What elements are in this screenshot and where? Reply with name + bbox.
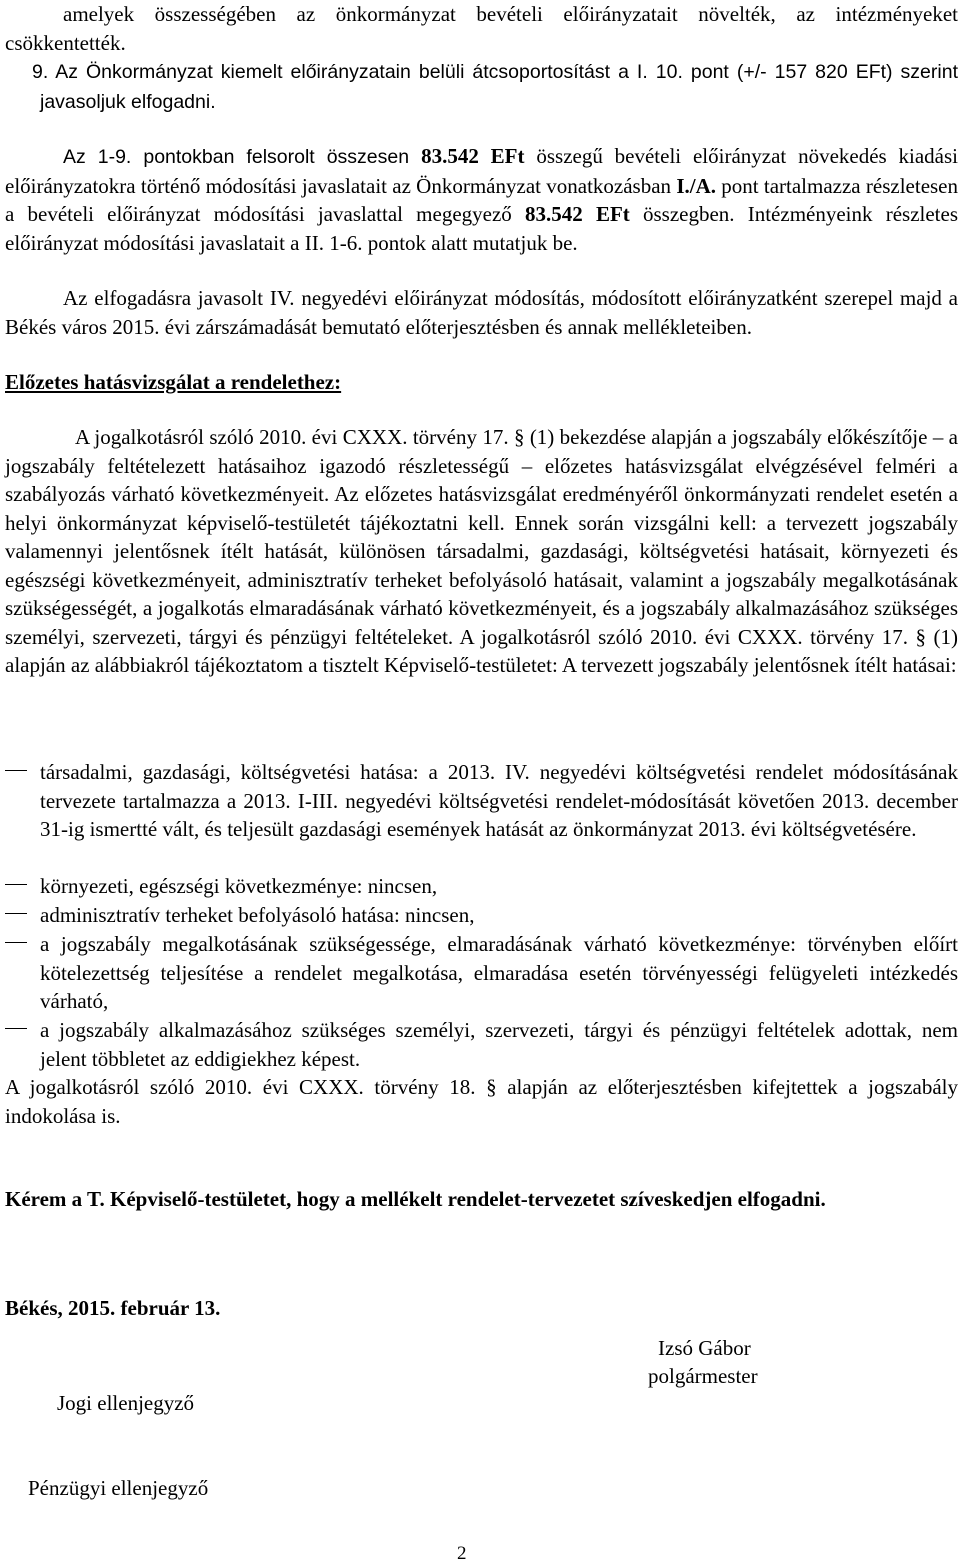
paragraph-summary: Az 1-9. pontokban felsorolt összesen 83.542 EFt összegű bevételi előirányzat növekedés kiadási előirányzatokra történő módosítási javaslatait az Önkormányzat vonatkozásban I./A. pont tartalmazza részletesen a bevételi előirányzat módosítási javaslattal megegyező 83.542 EFt összegben. Intézményeink részletes előirányzat módosítási javaslatait a II. 1-6. pontok alatt mutatjuk be.	[5, 144, 959, 255]
paragraph-item-9: 9. Az Önkormányzat kiemelt előirányzatain belüli átcsoportosítást a I. 10. pont (+/- 157 820 EFt) szerint javasoljuk elfogadni.	[32, 61, 958, 113]
list-item: társadalmi, gazdasági, költségvetési hatása: a 2013. IV. negyedévi költségvetési rendelet módosításának tervezete tartalmazza a 2013. I-III. negyedévi költségvetési rendelet-módosítását követően 2013. december 31-ig ismertté vált, és teljesült gazdasági események hatását az önkormányzat 2013. évi költségvetésére.	[40, 760, 958, 841]
heading-impact-assessment: Előzetes hatásvizsgálat a rendelethez:	[5, 370, 342, 394]
bullet-dash	[5, 913, 27, 914]
list-item: környezeti, egészségi következménye: nincsen,	[40, 874, 438, 898]
paragraph-law: A jogalkotásról szóló 2010. évi CXXX. törvény 17. § (1) bekezdése alapján a jogszabály előkészítője – a jogszabály feltételezett hatásaihoz igazodó részletességű – előzetes hatásvizsgálat elvégzésével felméri a szabályozás várható következményeit. Az előzetes hatásvizsgálat eredményéről önkormányzati rendelet esetén a helyi önkormányzat képviselő-testületét tájékoztatni kell. Ennek során vizsgálni kell: a tervezett jogszabály valamennyi jelentősnek ítélt hatását, különösen társadalmi, gazdasági, költségvetési hatásait, környezeti és egészségi következményeit, adminisztratív terheket befolyásoló hatásait, valamint a jogszabály megalkotásának szükségességét, a jogalkotás elmaradásának várható következményeit, és a jogszabály alkalmazásához szükséges személyi, szervezeti, tárgyi és pénzügyi feltételeket. A jogalkotásról szóló 2010. évi CXXX. törvény 17. § (1) alapján az alábbiakról tájékoztatom a tisztelt Képviselő-testületet: A tervezett jogszabály jelentősnek ítélt hatásai:	[5, 425, 958, 677]
list-item: adminisztratív terheket befolyásoló hatása: nincsen,	[40, 903, 475, 927]
list-item: a jogszabály megalkotásának szükségessége, elmaradásának várható következménye: törvényben előírt kötelezettség teljesítése a rendelet megalkotása, elmaradása esetén törvényességi felügyeleti intézkedés várható,	[40, 932, 958, 1013]
bullet-dash	[5, 770, 27, 771]
paragraph-q4-modification: Az elfogadásra javasolt IV. negyedévi előirányzat módosítás, módosított előirányzatként szerepel majd a Békés város 2015. évi zárszámadását bemutató előterjesztésben és annak mellékleteiben.	[5, 286, 958, 339]
bullet-dash	[5, 1028, 27, 1029]
date-line: Békés, 2015. február 13.	[5, 1296, 221, 1320]
signer-title: polgármester	[648, 1364, 758, 1388]
paragraph-law-18: A jogalkotásról szóló 2010. évi CXXX. törvény 18. § alapján az előterjesztésben kifejtettek a jogszabály indokolása is.	[5, 1075, 958, 1128]
paragraph-intro: amelyek összességében az önkormányzat bevételi előirányzatait növelték, az intézményeket csökkentették.	[5, 2, 958, 55]
legal-countersign-label: Jogi ellenjegyző	[57, 1391, 195, 1415]
paragraph-request: Kérem a T. Képviselő-testületet, hogy a mellékelt rendelet-tervezetet szíveskedjen elfogadni.	[5, 1187, 826, 1211]
page-number: 2	[457, 1543, 467, 1564]
finance-countersign-label: Pénzügyi ellenjegyző	[28, 1476, 209, 1500]
list-item: a jogszabály alkalmazásához szükséges személyi, szervezeti, tárgyi és pénzügyi feltételek adottak, nem jelent többletet az eddigiekhez képest.	[40, 1018, 958, 1071]
signer-name: Izsó Gábor	[658, 1336, 751, 1360]
bullet-dash	[5, 942, 27, 943]
bullet-dash	[5, 884, 27, 885]
